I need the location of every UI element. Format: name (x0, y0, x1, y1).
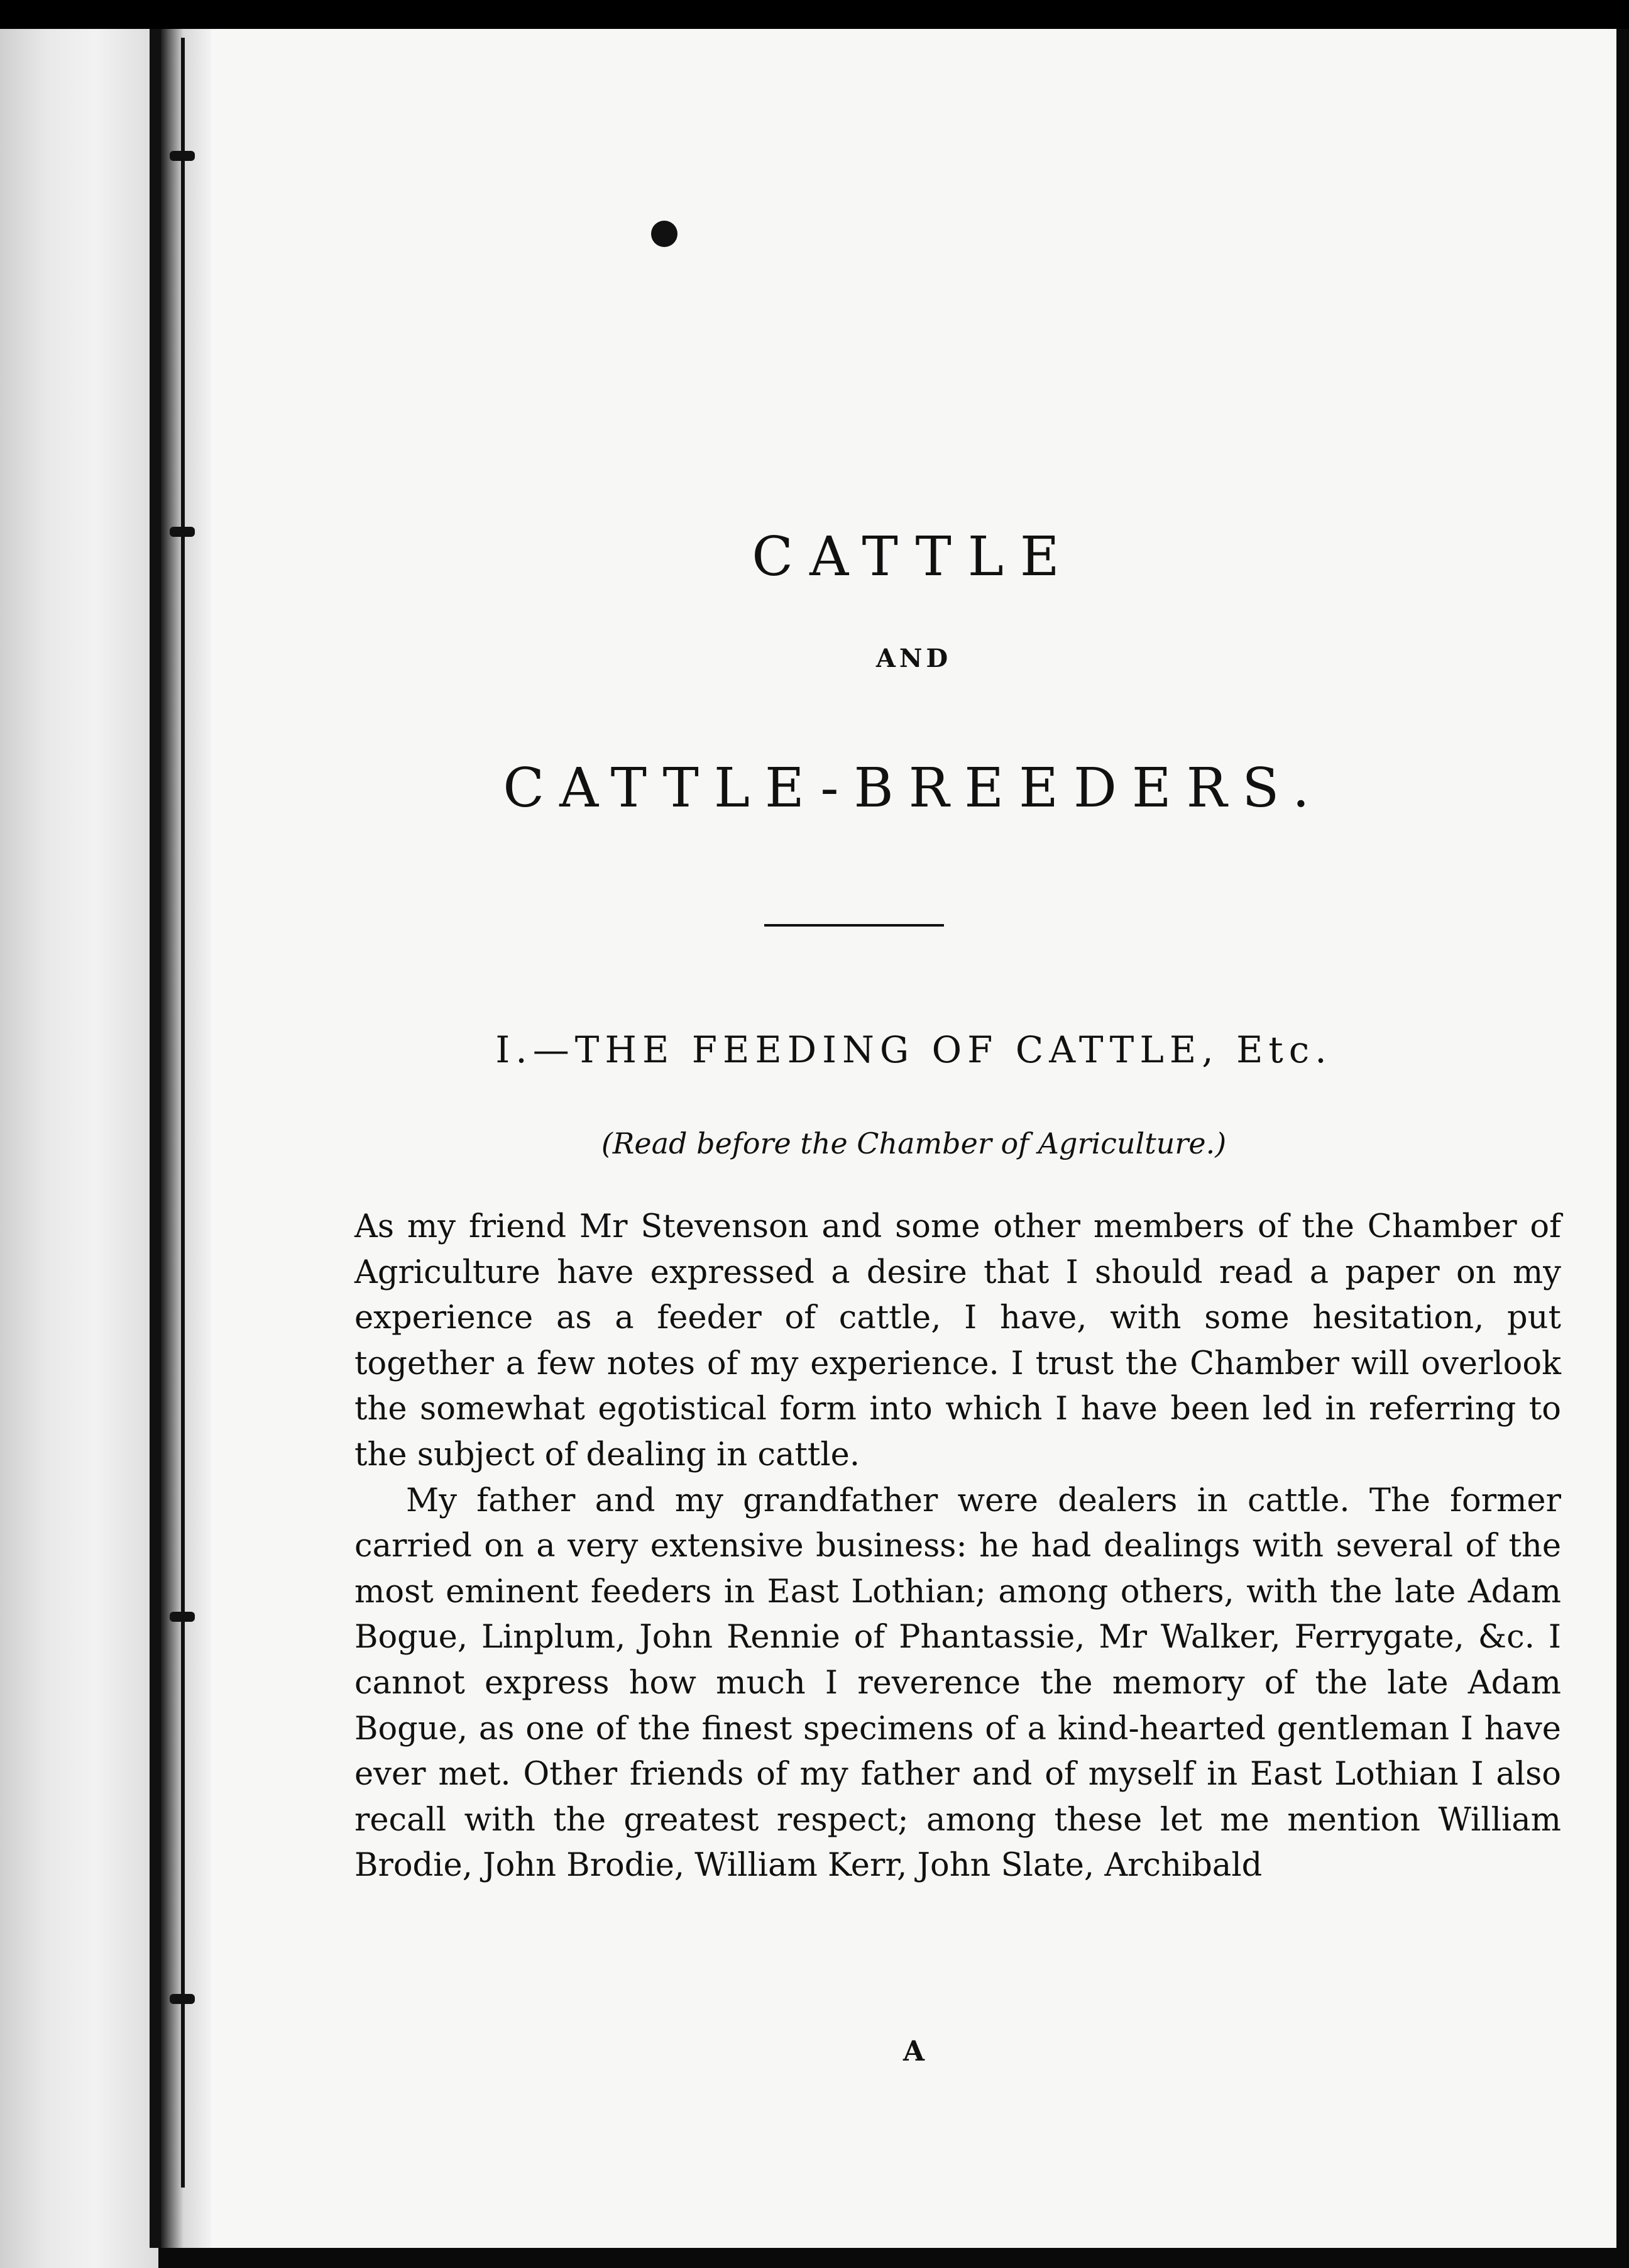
body-text (354, 1204, 1561, 1889)
scan-bottom-border (161, 2248, 1629, 2268)
scan-right-border (1616, 29, 1629, 2268)
title-conjunction: AND (875, 644, 952, 673)
chapter-subtitle: (Read before the Chamber of Agriculture.) (601, 1126, 1227, 1160)
title-rule (764, 924, 944, 927)
scan-top-border (0, 0, 1629, 29)
chapter-heading: I.—THE FEEDING OF CATTLE, Etc. (495, 1028, 1332, 1071)
title-line-2: CATTLE-BREEDERS. (503, 757, 1325, 820)
binding-stitch (170, 151, 195, 161)
printer-ornament (651, 221, 677, 247)
binding-stitch (170, 527, 195, 537)
signature-mark: A (902, 2035, 925, 2067)
binding-stitch (170, 1612, 195, 1622)
facing-page-shadow (150, 29, 161, 2248)
facing-page-edge (0, 29, 158, 2268)
title-line-1: CATTLE (752, 526, 1076, 588)
book-gutter (161, 29, 211, 2248)
book-page (211, 29, 1616, 2248)
paragraph: My father and my grandfather were dealers in cattle. The former carried on a very extensive business: he had dealings with several of the most eminent feeders in East Lothian; among others, with the late Adam Bogue, Linplum, John Rennie of Phantassie, Mr Walker, Ferrygate, &c. I cannot express how much I reverence the memory of the late Adam Bogue, as one of the finest specimens of a kind-hearted gentleman I have ever met. Other friends of my father and of myself in East Lothian I also recall with the greatest respect; among these let me mention William Brodie, John Brodie, William Kerr, John Slate, Archibald (354, 1482, 1561, 1885)
paragraph: As my friend Mr Stevenson and some other members of the Chamber of Agriculture have expressed a desire that I should read a paper on my experience as a feeder of cattle, I have, with some hesitation, put together a few notes of my experience. I trust the Chamber will overlook the somewhat egotistical form into which I have been led in referring to the subject of dealing in cattle. (354, 1208, 1561, 1473)
binding-stitch (170, 1994, 195, 2004)
binding-thread (181, 38, 185, 2188)
